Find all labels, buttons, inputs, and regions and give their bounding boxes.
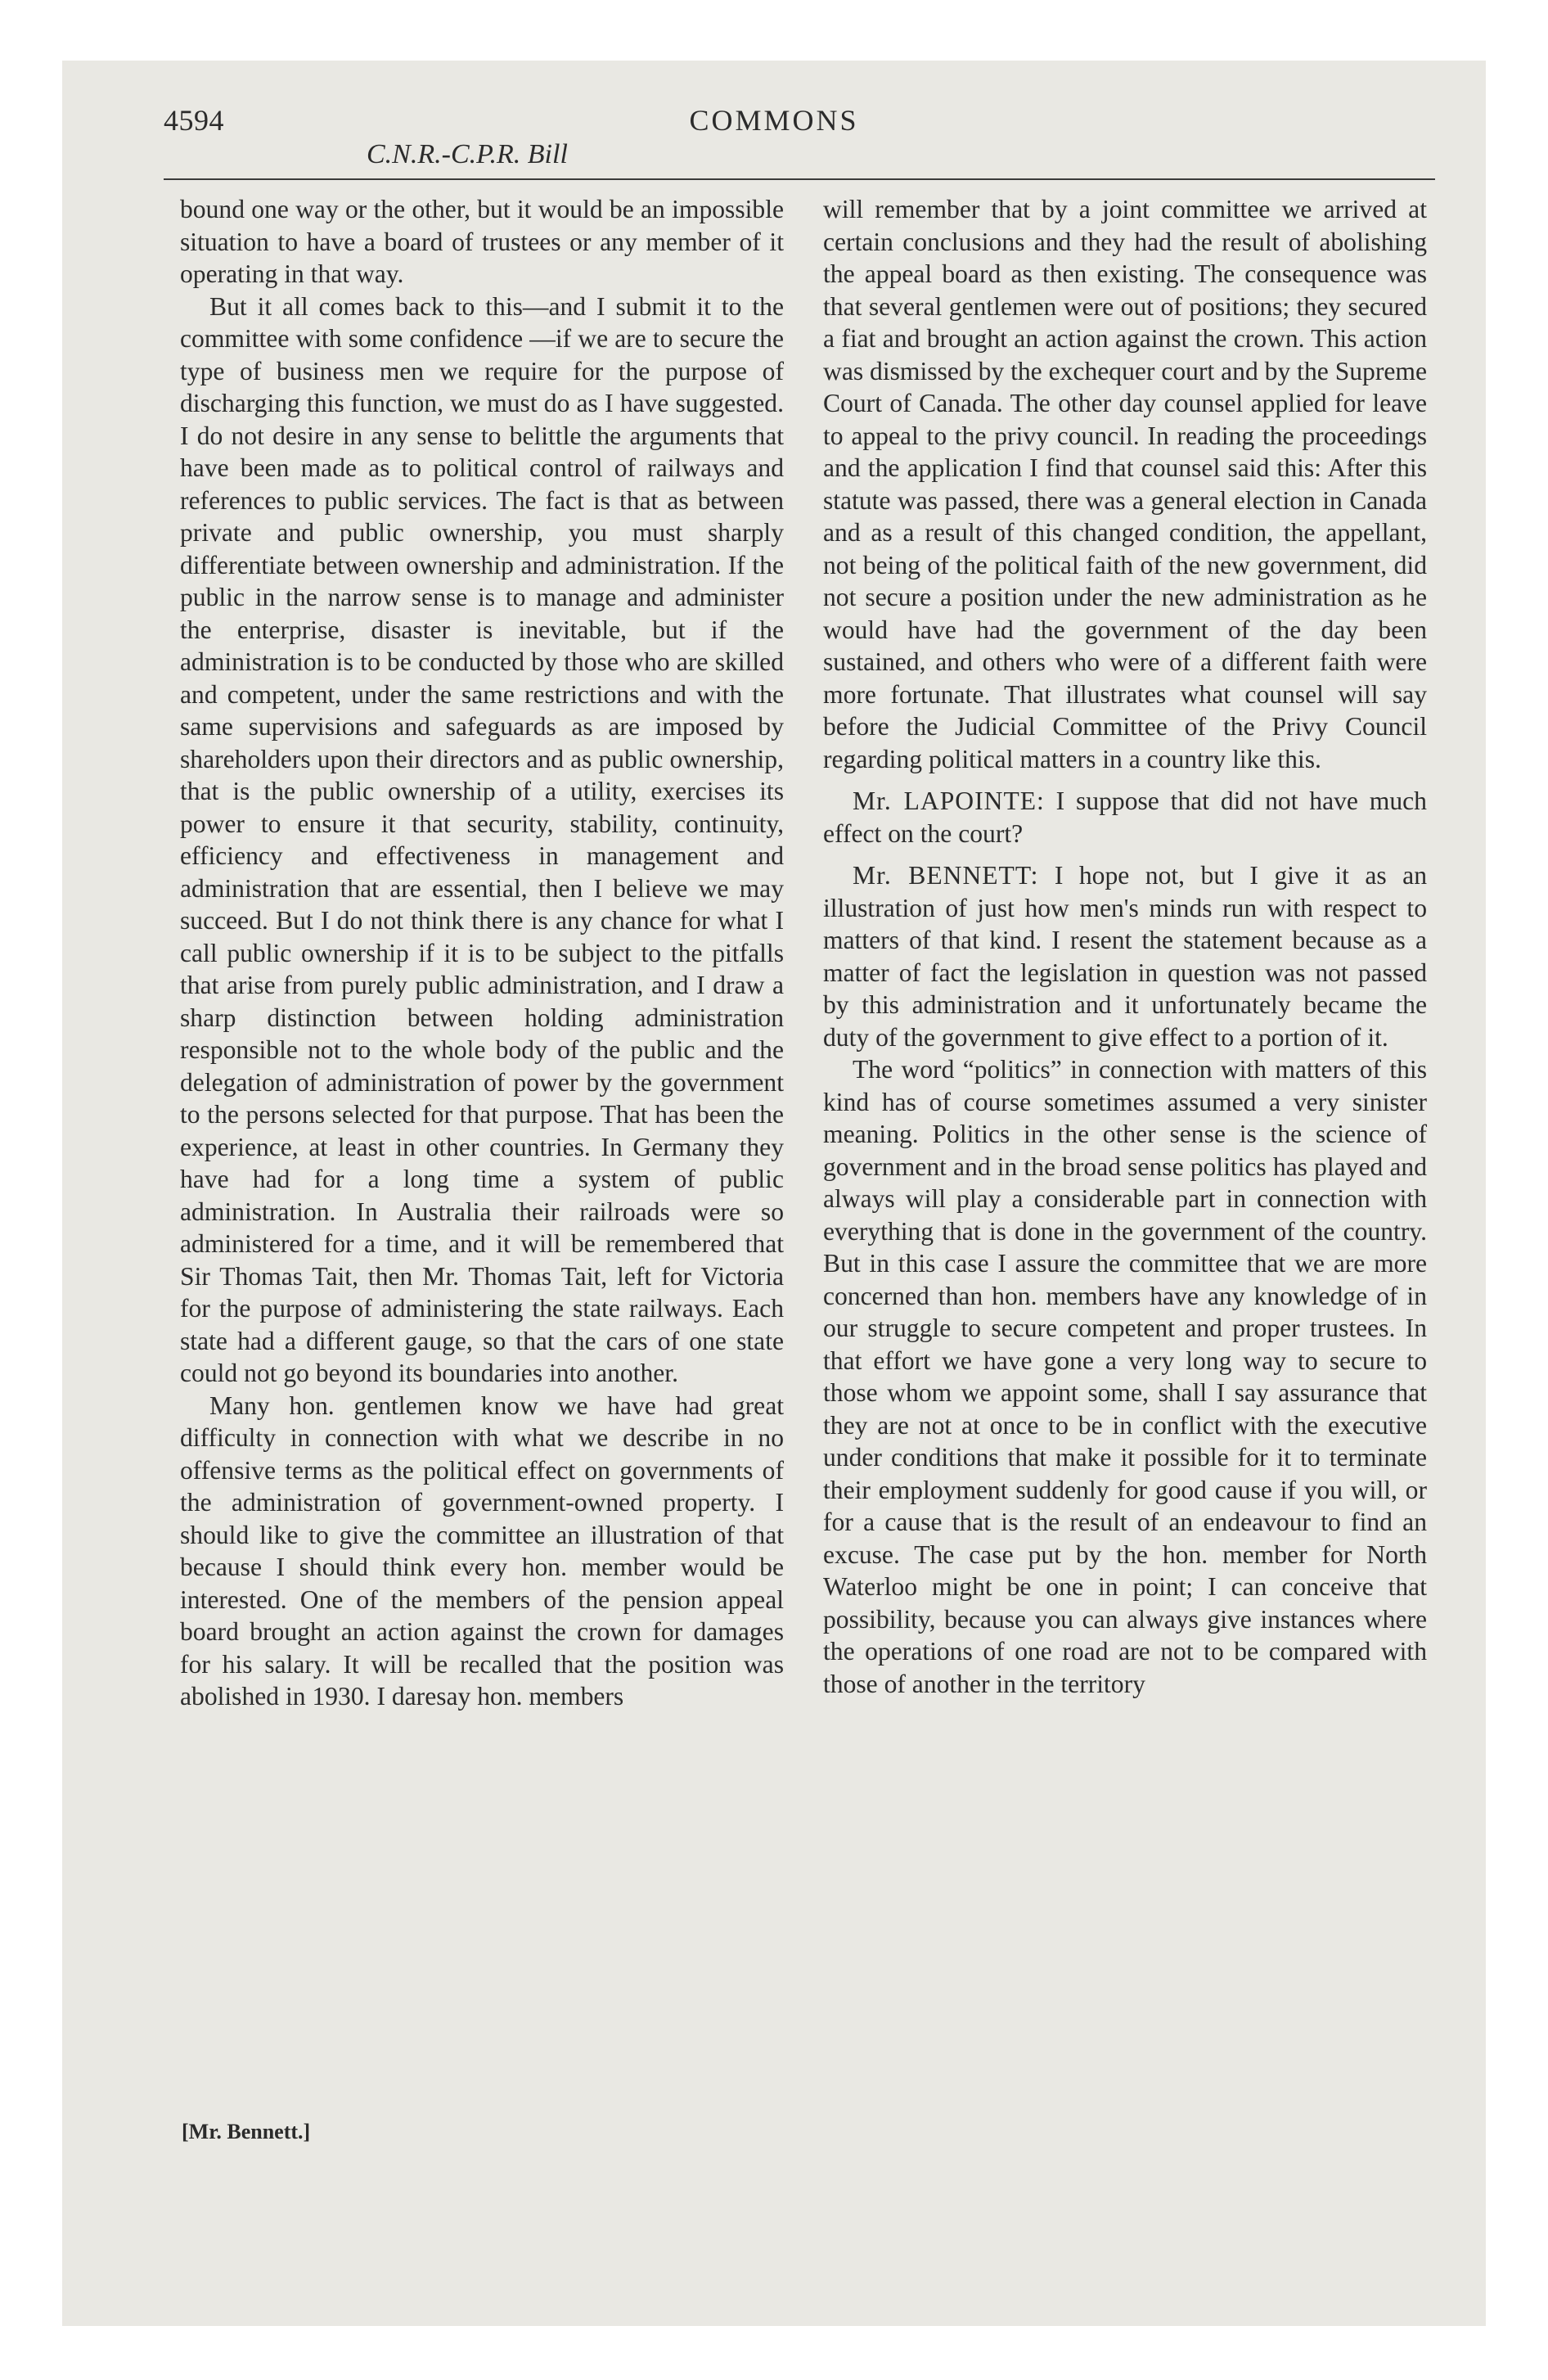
running-head: COMMONS bbox=[689, 104, 859, 137]
right-column bbox=[823, 193, 1427, 1700]
paragraph: will remember that by a joint committee we arrived at certain conclusions and they had the result of abolishing the appeal board as then existing. The consequence was that several gentlemen were out of positions; they secured a fiat and brought an action against the crown. This action was dismissed by the exchequer court and by the Supreme Court of Canada. The other day counsel applied for leave to appeal to the privy council. In reading the proceedings and the application I find that counsel said this: After this statute was passed, there was a general election in Canada and as a result of this changed condition, the appellant, not being of the political faith of the new government, did not secure a position under the new administration as he would have had the government of the day been sustained, and others who were of a different faith were more fortunate. That illustrates what counsel will say before the Judicial Committee of the Privy Council regarding political matters in a country like this. bbox=[823, 195, 1427, 773]
left-column bbox=[180, 193, 784, 1713]
page-number: 4594 bbox=[164, 104, 224, 137]
speech-lapointe bbox=[823, 785, 1427, 850]
speech-bennett bbox=[823, 859, 1427, 1053]
speaker-name: Mr. LAPOINTE: bbox=[853, 787, 1045, 815]
footer-speaker-tag: [Mr. Bennett.] bbox=[182, 2120, 311, 2143]
running-subhead: C.N.R.-C.P.R. Bill bbox=[367, 139, 568, 169]
paragraph: But it all comes back to this—and I submit it to the committee with some confidence —if we are to secure the type of business men we require for the purpose of discharging this function, we must do as I have suggested. I do not desire in any sense to belittle the arguments that have been made as to political control of railways and references to public services. The fact is that as between private and public ownership, you must sharply differentiate between ownership and administration. If the public in the narrow sense is to manage and administer the enterprise, disaster is inevitable, but if the administration is to be conducted by those who are skilled and competent, under the same restrictions and with the same supervisions and safeguards as are imposed by shareholders upon their directors and as public ownership, that is the public ownership of a utility, exercises its power to ensure it that security, stability, continuity, efficiency and effectiveness in management and administration that are essential, then I believe we may succeed. But I do not think there is any chance for what I call public ownership if it is to be subject to the pitfalls that arise from purely public administration, and I draw a sharp distinction between holding administration responsible not to the whole body of the public and the delegation of administration of power by the government to the persons selected for that purpose. That has been the experience, at least in other countries. In Germany they have had for a long time a system of public administration. In Australia their railroads were so administered for a time, and it will be remembered that Sir Thomas Tait, then Mr. Thomas Tait, left for Victoria for the purpose of administering the state railways. Each state had a different gauge, so that the cars of one state could not go beyond its boundaries into another. bbox=[180, 291, 784, 1387]
speech-text: I suppose that did not have much effect on the court? bbox=[823, 787, 1427, 848]
speech-text: I hope not, but I give it as an illustration of just how men's minds run with respect to matters of that kind. I resent the statement because as a matter of fact the legislation in question was not passed by this administration and it unfortunately became the duty of the government to give effect to a portion of it. bbox=[823, 861, 1427, 1052]
paragraph: bound one way or the other, but it would be an impossible situation to have a board of trustees or any member of it operating in that way. bbox=[180, 195, 784, 288]
paragraph: The word “politics” in connection with matters of this kind has of course sometimes assumed a very sinister meaning. Politics in the other sense is the science of government and in the broad sense politics has played and always will play a considerable part in connection with everything that is done in the government of the country. But in this case I assure the committee that we are more concerned than hon. members have any knowledge of in our struggle to secure competent and proper trustees. In that effort we have gone a very long way to secure to those whom we appoint some, shall I say assurance that they are not at once to be in conflict with the executive under conditions that make it possible for it to terminate their employment suddenly for good cause if you will, or for a cause that is the result of an endeavour to find an excuse. The case put by the hon. member for North Waterloo might be one in point; I can conceive that possibility, because you can always give instances where the operations of one road are not to be compared with those of another in the territory bbox=[823, 1055, 1427, 1698]
header-rule bbox=[164, 178, 1435, 180]
paragraph: Many hon. gentlemen know we have had great difficulty in connection with what we describe in no offensive terms as the political effect on governments of the administration of government-owned property. I should like to give the committee an illustration of that because I should think every hon. member would be interested. One of the members of the pension appeal board brought an action against the crown for damages for his salary. It will be recalled that the position was abolished in 1930. I daresay hon. members bbox=[180, 1391, 784, 1711]
speaker-name: Mr. BENNETT: bbox=[853, 861, 1039, 890]
